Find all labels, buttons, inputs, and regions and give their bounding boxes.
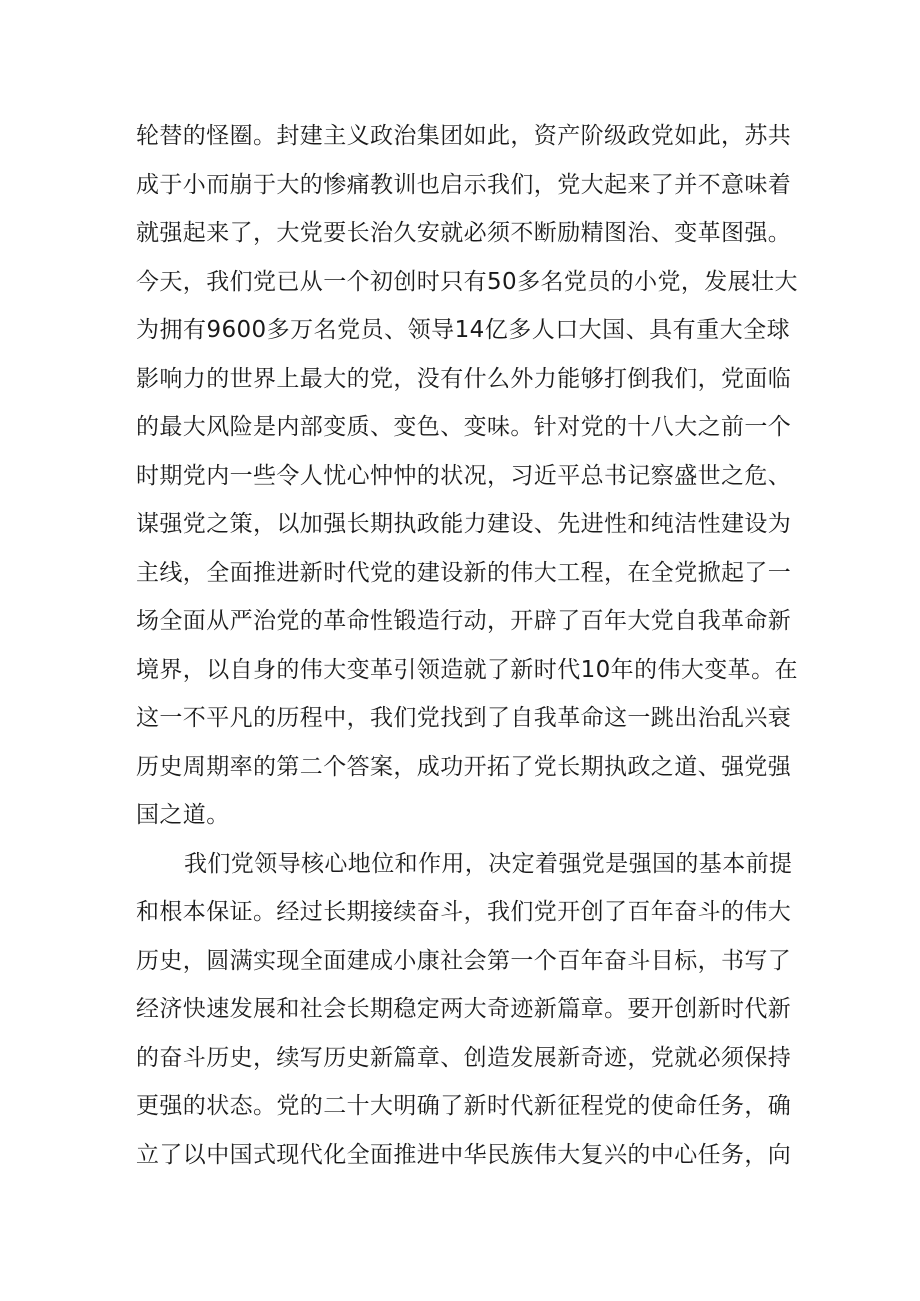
text-line: 的最大风险是内部变质、变色、变味。针对党的十八大之前一个 xyxy=(136,414,792,440)
document-body xyxy=(136,112,798,1179)
text-line: 时期党内一些令人忧心忡忡的状况，习近平总书记察盛世之危、 xyxy=(136,462,792,489)
text-line: 历史，圆满实现全面建成小康社会第一个百年奋斗目标，书写了 xyxy=(136,947,792,974)
text-line: 立了以中国式现代化全面推进中华民族伟大复兴的中心任务，向 xyxy=(136,1141,792,1168)
text-line: 经济快速发展和社会长期稳定两大奇迹新篇章。要开创新时代新 xyxy=(136,996,792,1022)
text-line: 更强的状态。党的二十大明确了新时代新征程党的使命任务，确 xyxy=(136,1093,792,1119)
text-line: 为拥有9600多万名党员、领导14亿多人口大国、具有重大全球 xyxy=(136,317,790,343)
text-line: 国之道。 xyxy=(136,802,230,828)
text-line: 我们党领导核心地位和作用，决定着强党是强国的基本前提 xyxy=(184,850,793,877)
text-line: 的奋斗历史，续写历史新篇章、创造发展新奇迹，党就必须保持 xyxy=(136,1044,792,1071)
text-line: 历史周期率的第二个答案，成功开拓了党长期执政之道、强党强 xyxy=(136,753,792,780)
text-line: 就强起来了，大党要长治久安就必须不断励精图治、变革图强。 xyxy=(136,220,792,246)
text-line: 这一不平凡的历程中，我们党找到了自我革命这一跳出治乱兴衰 xyxy=(136,705,792,731)
paragraph-2 xyxy=(136,840,793,1180)
paragraph-1 xyxy=(136,112,798,840)
text-line: 场全面从严治党的革命性锻造行动，开辟了百年大党自我革命新 xyxy=(136,608,792,634)
text-line: 主线，全面推进新时代党的建设新的伟大工程，在全党掀起了一 xyxy=(136,559,792,586)
text-line: 和根本保证。经过长期接续奋斗，我们党开创了百年奋斗的伟大 xyxy=(136,899,792,925)
text-line: 谋强党之策，以加强长期执政能力建设、先进性和纯洁性建设为 xyxy=(136,511,792,537)
text-line: 境界，以自身的伟大变革引领造就了新时代10年的伟大变革。在 xyxy=(136,656,798,683)
text-line: 成于小而崩于大的惨痛教训也启示我们，党大起来了并不意味着 xyxy=(136,171,792,198)
text-line: 轮替的怪圈。封建主义政治集团如此，资产阶级政党如此，苏共 xyxy=(136,123,792,149)
text-line: 今天，我们党已从一个初创时只有50多名党员的小党，发展壮大 xyxy=(136,268,798,295)
text-line: 影响力的世界上最大的党，没有什么外力能够打倒我们，党面临 xyxy=(136,365,792,392)
